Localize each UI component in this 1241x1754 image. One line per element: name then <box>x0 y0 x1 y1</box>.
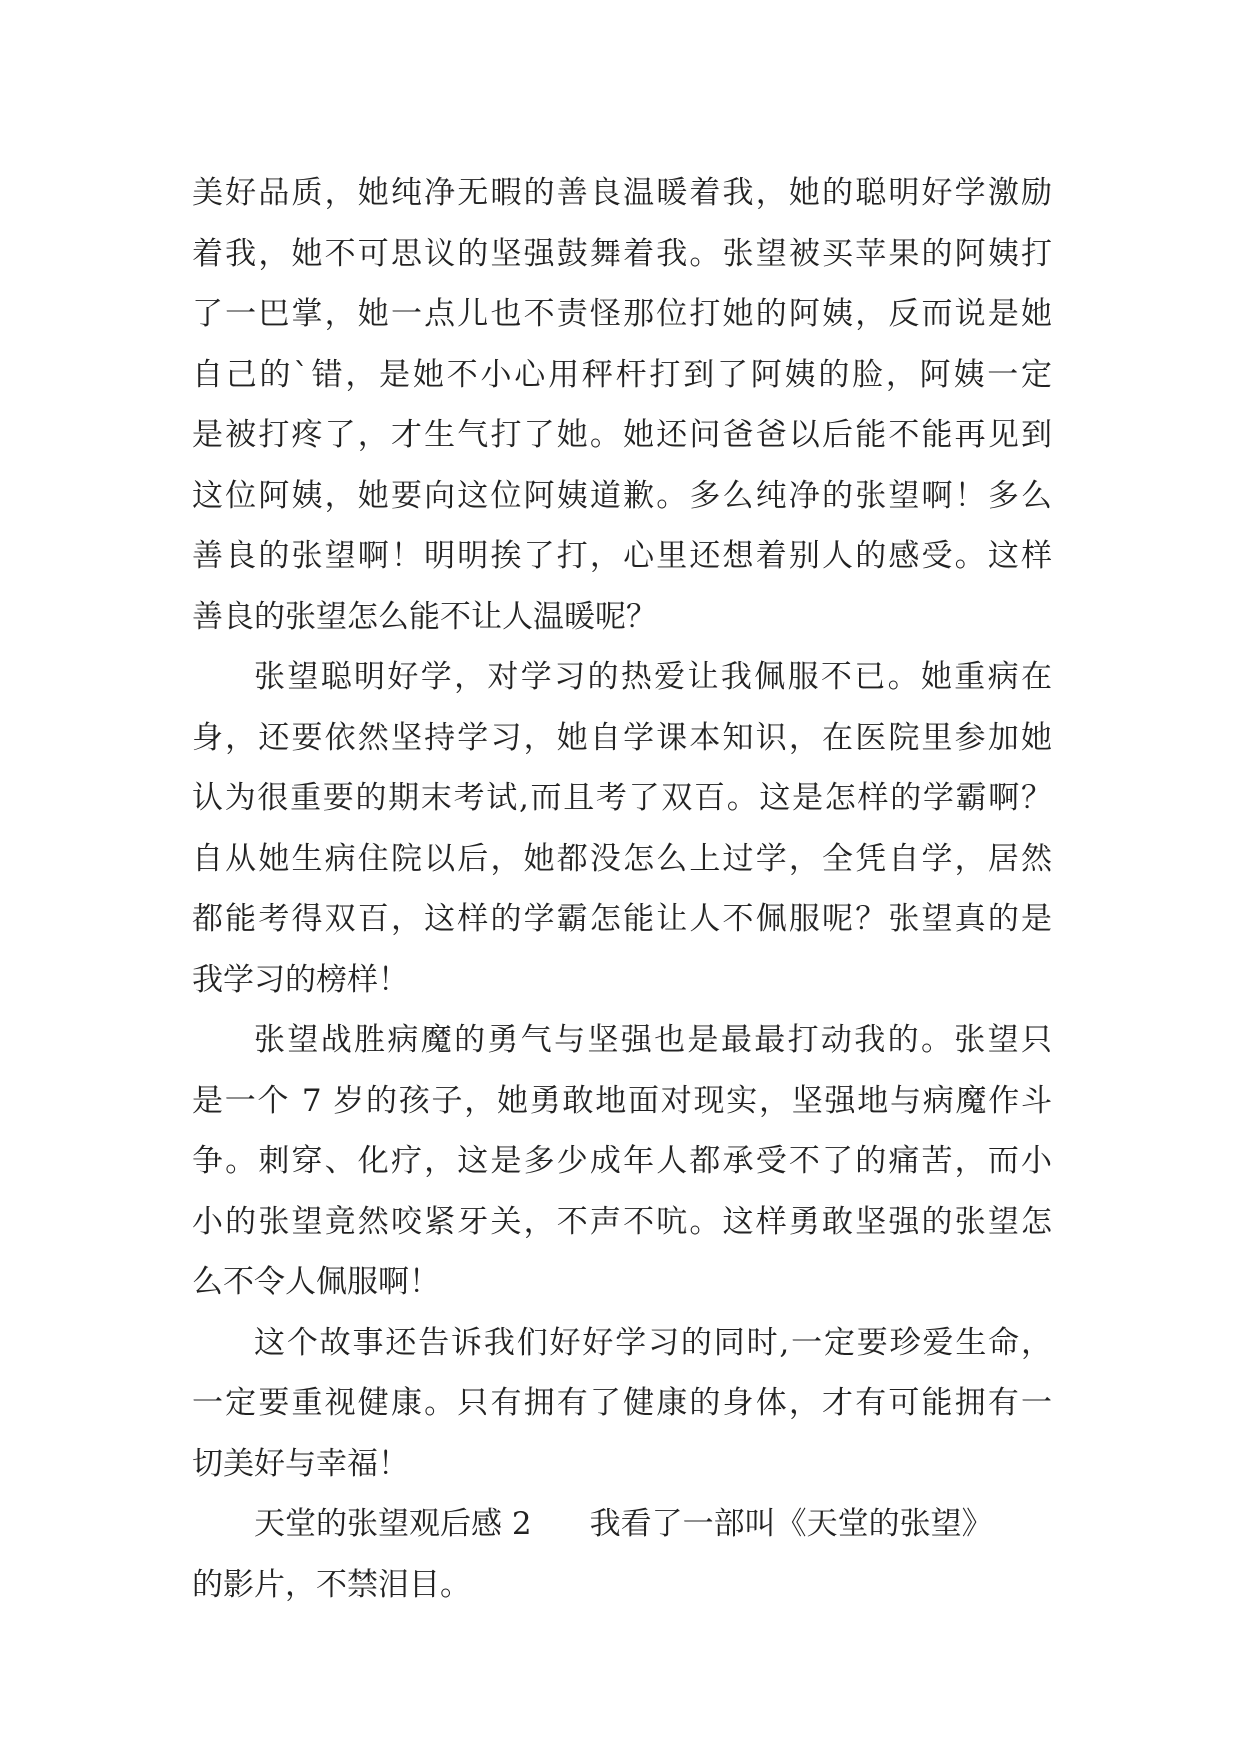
text-line: 身，还要依然坚持学习，她自学课本知识，在医院里参加她 <box>192 719 1052 756</box>
text-line: 一定要重视健康。只有拥有了健康的身体，才有可能拥有一 <box>192 1385 1052 1421</box>
text-line: 了一巴掌，她一点儿也不责怪那位打她的阿姨，反而说是她 <box>192 296 1052 332</box>
text-line: 认为很重要的期末考试,而且考了双百。这是怎样的学霸啊？ <box>192 780 1052 816</box>
paragraph-4 <box>192 1313 1052 1495</box>
text-line: 么不令人佩服啊！ <box>192 1264 440 1300</box>
text-line: 美好品质，她纯净无暇的善良温暖着我，她的聪明好学激励 <box>192 175 1052 211</box>
heading-text: 我看了一部叫《天堂的张望》 <box>589 1506 993 1542</box>
document-body <box>192 163 1052 1615</box>
paragraph-1 <box>192 163 1052 647</box>
section-heading-paragraph <box>192 1494 1052 1615</box>
section-heading: 天堂的张望观后感 2 <box>254 1506 532 1542</box>
text-line: 善良的张望怎么能不让人温暖呢？ <box>192 598 657 635</box>
text-line: 是被打疼了，才生气打了她。她还问爸爸以后能不能再见到 <box>192 417 1052 453</box>
text-line: 的影片，不禁泪目。 <box>192 1566 471 1603</box>
text-line: 张望战胜病魔的勇气与坚强也是最最打动我的。张望只 <box>254 1022 1052 1058</box>
text-line: 着我，她不可思议的坚强鼓舞着我。张望被买苹果的阿姨打 <box>192 235 1052 272</box>
text-line: 争。刺穿、化疗，这是多少成年人都承受不了的痛苦，而小 <box>192 1143 1052 1179</box>
text-line: 是一个 7 岁的孩子，她勇敢地面对现实，坚强地与病魔作斗 <box>192 1082 1052 1119</box>
text-line: 都能考得双百，这样的学霸怎能让人不佩服呢？张望真的是 <box>192 901 1052 937</box>
text-line: 小的张望竟然咬紧牙关，不声不吭。这样勇敢坚强的张望怎 <box>192 1203 1052 1240</box>
text-line: 这个故事还告诉我们好好学习的同时,一定要珍爱生命， <box>254 1324 1052 1361</box>
text-line: 切美好与幸福！ <box>192 1445 409 1482</box>
text-line: 张望聪明好学，对学习的热爱让我佩服不已。她重病在 <box>254 659 1052 695</box>
text-line: 自己的`错，是她不小心用秤杆打到了阿姨的脸，阿姨一定 <box>192 356 1052 393</box>
text-line: 这位阿姨，她要向这位阿姨道歉。多么纯净的张望啊！多么 <box>192 477 1052 514</box>
text-line: 善良的张望啊！明明挨了打，心里还想着别人的感受。这样 <box>192 538 1052 574</box>
text-line: 我学习的榜样！ <box>192 961 409 998</box>
paragraph-2 <box>192 647 1052 1010</box>
heading-line <box>192 1494 1052 1555</box>
paragraph-3 <box>192 1010 1052 1313</box>
text-line: 自从她生病住院以后，她都没怎么上过学，全凭自学，居然 <box>192 840 1052 877</box>
